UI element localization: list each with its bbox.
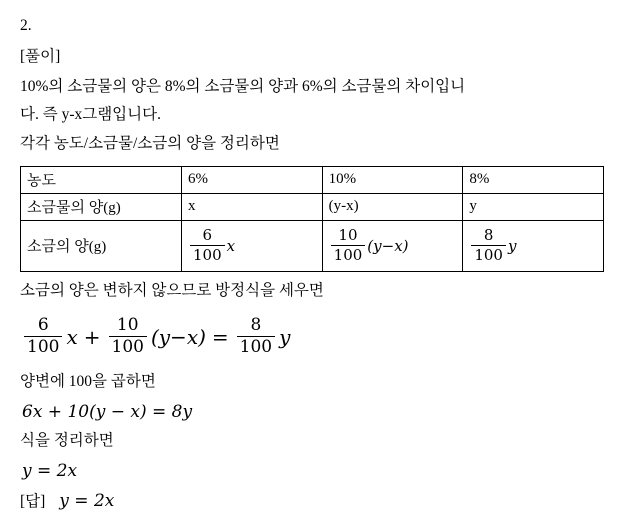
fraction-denominator: 100 <box>111 337 144 358</box>
fraction-6-over-100-eq <box>24 316 62 357</box>
cell-salt-10 <box>322 220 463 271</box>
expanded-equation: 6x + 10(y − x) = 8y <box>22 401 193 422</box>
cell-salt-8 <box>463 220 604 271</box>
concentration-table <box>20 166 604 272</box>
fraction-10-over-100-eq <box>109 316 147 357</box>
cell-saltwater-6: x <box>182 193 323 220</box>
answer-row <box>20 489 620 511</box>
result-equation: y = 2x <box>22 460 78 481</box>
cell-concentration-8: 8% <box>463 166 604 193</box>
after-table-line: 소금의 양은 변하지 않으므로 방정식을 세우면 <box>20 281 324 299</box>
fraction-numerator: 10 <box>331 227 366 246</box>
problem-number: 2. <box>20 17 32 34</box>
fraction-denominator: 100 <box>333 246 363 265</box>
fraction-6-over-100 <box>190 227 225 264</box>
table-row-salt-amount <box>21 220 604 271</box>
row-label-salt: 소금의 양(g) <box>21 220 182 271</box>
fraction-10-over-100 <box>331 227 366 264</box>
cell-salt-8-variable: y <box>507 236 517 255</box>
fraction-numerator: 8 <box>237 316 275 337</box>
main-equation <box>22 316 620 357</box>
answer-tag: [답] <box>20 492 46 510</box>
fraction-denominator: 100 <box>239 337 273 358</box>
fraction-8-over-100-eq <box>237 316 275 357</box>
simplify-line: 식을 정리하면 <box>20 431 114 449</box>
fraction-numerator: 6 <box>190 227 225 246</box>
cell-salt-6 <box>182 220 323 271</box>
fraction-denominator: 100 <box>193 246 222 265</box>
multiply-line: 양변에 100을 곱하면 <box>20 373 156 391</box>
fraction-denominator: 100 <box>474 246 503 265</box>
equation-plus-sign: + <box>83 324 101 349</box>
equation-expression-y-minus-x: (y−x) <box>150 324 206 349</box>
cell-concentration-10: 10% <box>322 166 463 193</box>
fraction-numerator: 10 <box>109 316 147 337</box>
equation-equals-sign: = <box>211 324 229 349</box>
cell-saltwater-10: (y-x) <box>322 193 463 220</box>
row-label-saltwater: 소금물의 양(g) <box>21 193 182 220</box>
answer-equation: y = 2x <box>59 490 115 511</box>
equation-variable-x: x <box>66 324 78 349</box>
cell-saltwater-8: y <box>463 193 604 220</box>
intro-line-1: 10%의 소금물의 양은 8%의 소금물의 양과 6%의 소금물의 차이입니 <box>20 77 466 95</box>
table-row-saltwater-amount <box>21 193 604 220</box>
organize-line: 각각 농도/소금물/소금의 양을 정리하면 <box>20 134 280 152</box>
cell-salt-6-variable: x <box>226 236 236 255</box>
equation-variable-y: y <box>279 324 291 349</box>
row-label-concentration: 농도 <box>21 166 182 193</box>
solution-tag: [풀이] <box>20 47 61 65</box>
cell-salt-10-expression: (y−x) <box>367 236 409 255</box>
cell-concentration-6: 6% <box>182 166 323 193</box>
intro-line-2: 다. 즉 y-x그램입니다. <box>20 106 161 124</box>
table-row-concentration <box>21 166 604 193</box>
fraction-numerator: 8 <box>471 227 506 246</box>
fraction-8-over-100 <box>471 227 506 264</box>
fraction-denominator: 100 <box>27 337 60 358</box>
fraction-numerator: 6 <box>24 316 62 337</box>
